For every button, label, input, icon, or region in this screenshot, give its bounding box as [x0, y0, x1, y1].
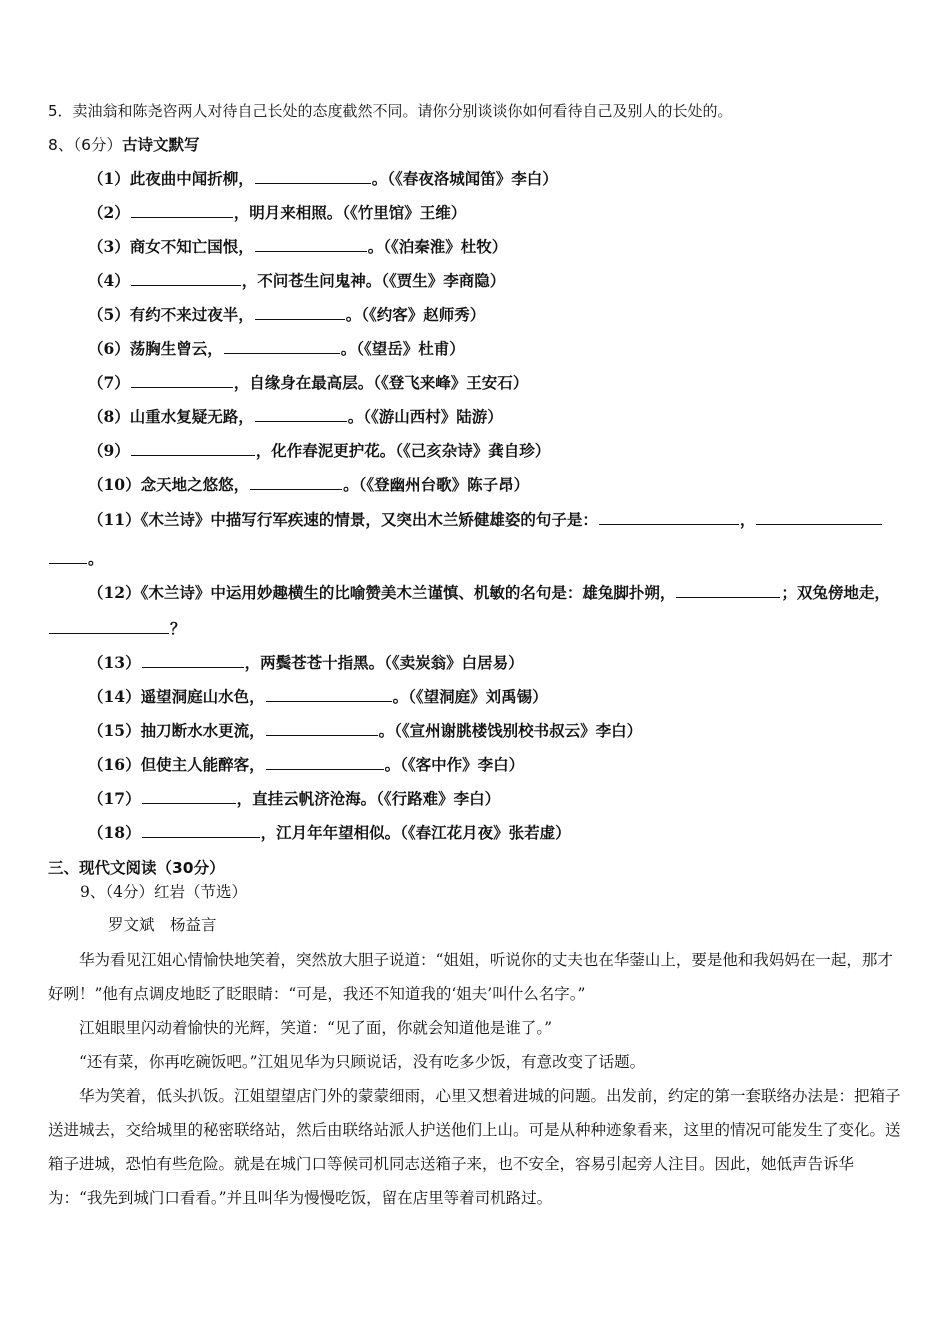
- question-8-title: 古诗文默写: [121, 136, 200, 154]
- answer-blank[interactable]: [266, 687, 392, 702]
- recitation-item: （2） ，明月来相照。（《竹里馆》王维）: [88, 203, 467, 222]
- passage-paragraph: 华为笑着，低头扒饭。江姐望望店门外的蒙蒙细雨，心里又想着进城的问题。出发前，约定的第一套联络办法是：把箱子送进城去，交给城里的秘密联络站，然后由联络站派人护送他们上山。可是从种种迹象看来，这里的情况可能发生了变化。送箱子进城，恐怕有些危险。就是在城门口等候司机同志送箱子来，也不安全，容易引起旁人注目。因此，她低声告诉华为：“我先到城门口看看。”并且叫华为慢慢吃饭，留在店里等着司机路过。: [48, 1087, 901, 1207]
- recitation-item: （10）念天地之悠悠， 。（《登幽州台歌》陈子昂）: [88, 475, 530, 494]
- answer-blank[interactable]: [255, 407, 347, 422]
- answer-blank[interactable]: [224, 339, 340, 354]
- section-heading: 三、现代文阅读（30分）: [48, 859, 225, 877]
- answer-blank[interactable]: [142, 653, 244, 668]
- question-8-number: 8、（6分）: [48, 136, 122, 154]
- answer-blank[interactable]: [49, 619, 169, 634]
- answer-blank[interactable]: [756, 510, 882, 525]
- question-5: 5．卖油翁和陈尧咨两人对待自己长处的态度截然不同。请你分别谈谈你如何看待自己及别人的长处的。: [48, 102, 733, 120]
- answer-blank[interactable]: [131, 271, 241, 286]
- answer-blank[interactable]: [131, 203, 233, 218]
- recitation-item-11-continued: 。: [48, 549, 104, 569]
- answer-blank[interactable]: [266, 721, 378, 736]
- answer-blank[interactable]: [255, 169, 371, 184]
- answer-blank[interactable]: [255, 305, 345, 320]
- recitation-item: （1）此夜曲中闻折柳， 。（《春夜洛城闻笛》李白）: [88, 169, 558, 188]
- answer-blank[interactable]: [255, 237, 367, 252]
- answer-blank[interactable]: [599, 510, 739, 525]
- answer-blank[interactable]: [676, 583, 780, 598]
- passage-paragraph: 江姐眼里闪动着愉快的光辉，笑道：“见了面，你就会知道他是谁了。”: [79, 1019, 553, 1037]
- answer-blank[interactable]: [250, 475, 342, 490]
- recitation-item: （4） ，不问苍生问鬼神。（《贾生》李商隐）: [88, 271, 506, 290]
- recitation-item: （8）山重水复疑无路， 。（《游山西村》陆游）: [88, 407, 503, 426]
- answer-blank[interactable]: [142, 823, 260, 838]
- recitation-item: （6）荡胸生曾云， 。（《望岳》杜甫）: [88, 339, 465, 358]
- recitation-item: （9） ，化作春泥更护花。（《己亥杂诗》龚自珍）: [88, 441, 551, 460]
- question-9-header: 9、（4分）红岩（节选）: [80, 883, 247, 901]
- recitation-item: （15）抽刀断水水更流， 。（《宣州谢朓楼饯别校书叔云》李白）: [88, 721, 643, 740]
- passage-paragraph: 华为看见江姐心情愉快地笑着，突然放大胆子说道：“姐姐，听说你的丈夫也在华蓥山上，要是他和我妈妈在一起，那才好咧！”他有点调皮地眨了眨眼睛：“可是，我还不知道我的‘姐夫’叫什么名字。”: [48, 951, 893, 1003]
- recitation-item-12-continued: ？: [48, 619, 186, 639]
- answer-blank[interactable]: [131, 373, 233, 388]
- recitation-item: （3）商女不知亡国恨， 。（《泊秦淮》杜牧）: [88, 237, 508, 256]
- recitation-item: （7） ，自缘身在最高层。（《登飞来峰》王安石）: [88, 373, 529, 392]
- recitation-item: （13） ，两鬓苍苍十指黑。（《卖炭翁》白居易）: [88, 653, 524, 672]
- authors: 罗文斌 杨益言: [108, 916, 217, 934]
- recitation-item: （14）遥望洞庭山水色， 。（《望洞庭》刘禹锡）: [88, 687, 548, 706]
- recitation-item: （18） ，江月年年望相似。（《春江花月夜》张若虚）: [88, 823, 571, 842]
- recitation-item-12: （12）《木兰诗》中运用妙趣横生的比喻赞美木兰谨慎、机敏的名句是：雄兔脚扑朔， ；双兔傍地走，: [88, 583, 890, 602]
- question-8-header: [48, 135, 200, 155]
- reading-passage: [48, 943, 908, 1215]
- passage-paragraph: “还有菜，你再吃碗饭吧。”江姐见华为只顾说话，没有吃多少饭，有意改变了话题。: [79, 1053, 646, 1071]
- recitation-item: （16）但使主人能醉客， 。（《客中作》李白）: [88, 755, 525, 774]
- recitation-item: （17） ，直挂云帆济沧海。（《行路难》李白）: [88, 789, 501, 808]
- recitation-item: （5）有约不来过夜半， 。（《约客》赵师秀）: [88, 305, 486, 324]
- answer-blank[interactable]: [266, 755, 384, 770]
- answer-blank[interactable]: [49, 549, 87, 564]
- answer-blank[interactable]: [131, 441, 255, 456]
- answer-blank[interactable]: [142, 789, 236, 804]
- recitation-item-11: （11）《木兰诗》中描写行军疾速的情景，又突出木兰矫健雄姿的句子是： ，: [88, 510, 883, 530]
